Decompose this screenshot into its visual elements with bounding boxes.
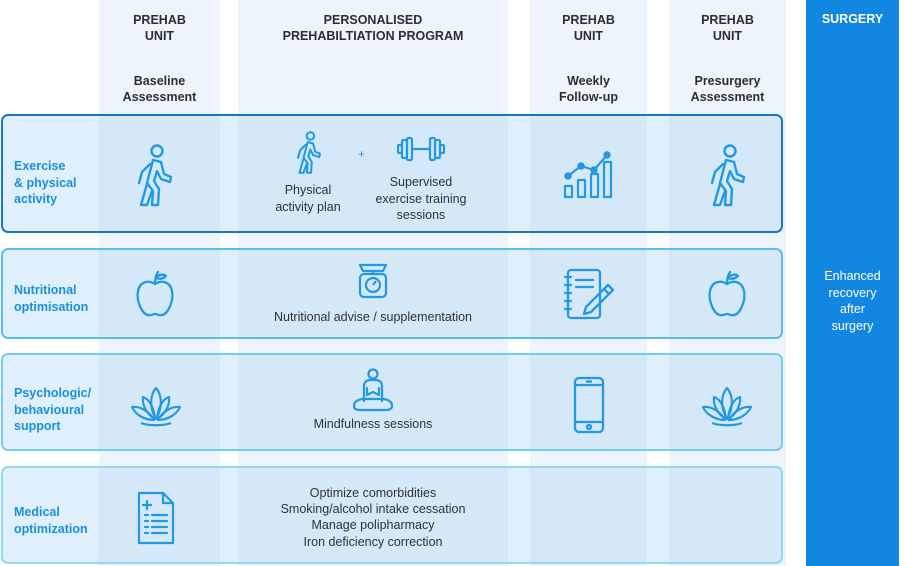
mindfulness-sessions-text: Mindfulness sessions [313,417,433,431]
lotus-icon [700,385,754,427]
row-label-exercise: Exercise & physical activity [14,159,77,206]
growth-bar-chart-icon [562,150,616,200]
nutritional-advise-text: Nutritional advise / supplementation [273,310,473,324]
presurgery-assessment-label: Presurgery Assessment [690,74,765,104]
notebook-pencil-icon [563,268,615,320]
row-label-medical: Medical optimization [14,505,88,536]
row-label-psychologic: Psychologic/ behavioural support [14,386,92,433]
weekly-unit-label: PREHAB UNIT [562,13,615,43]
physical-activity-plan-text: Physical activity plan [275,183,341,214]
baseline-unit-label: PREHAB UNIT [133,13,186,43]
presurgery-unit-label: PREHAB UNIT [701,13,754,43]
dumbbell-icon [397,135,445,163]
walking-person-icon [294,130,324,176]
surgery-column [806,0,899,566]
smartphone-icon [573,376,605,434]
meditating-person-icon [351,368,395,412]
medical-document-icon [137,491,175,545]
program-title: PERSONALISED PREHABILTIATION PROGRAM [282,13,464,43]
baseline-assessment-label: Baseline Assessment [122,74,197,104]
walking-person-icon [133,143,177,209]
medical-item-2: Smoking/alcohol intake cessation [280,502,466,516]
lotus-icon [129,385,183,427]
weekly-followup-label: Weekly Follow-up [558,74,618,104]
medical-item-3: Manage polipharmacy [311,518,435,532]
supervised-exercise-text: Supervised exercise training sessions [375,175,467,222]
medical-item-1: Optimize comorbidities [309,486,437,500]
row-label-nutritional: Nutritional optimisation [14,283,89,314]
plus-sign: + [358,147,366,161]
apple-icon [707,270,747,318]
walking-person-icon [706,143,750,209]
kitchen-scale-icon [357,263,389,299]
surgery-title: SURGERY [821,12,884,26]
apple-icon [135,270,175,318]
surgery-description: Enhanced recovery after surgery [824,269,881,333]
medical-item-4: Iron deficiency correction [303,535,443,549]
